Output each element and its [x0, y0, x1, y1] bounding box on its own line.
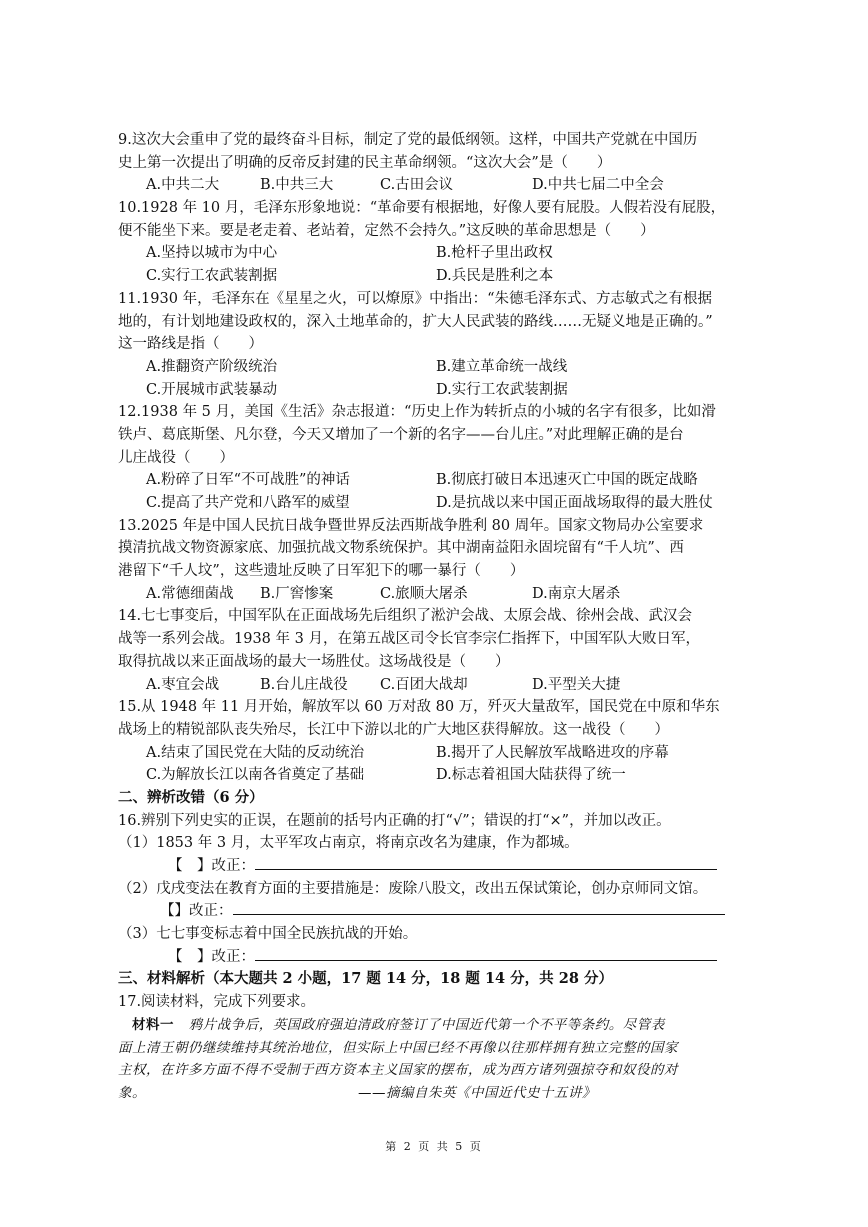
answer-blank[interactable]: [233, 900, 725, 915]
options-row: [118, 265, 750, 288]
material-lead: 材料一: [132, 1016, 174, 1033]
question-text-line: 儿庄战役（ ）: [118, 449, 234, 466]
question-text-line: 14.七七事变后，中国军队在正面战场先后组织了淞沪会战、太原会战、徐州会战、武汉会: [118, 608, 693, 625]
option-a: A.粉碎了日军“不可战胜”的神话: [146, 472, 350, 489]
question-16-instruction: 16.辨别下列史实的正误，在题前的括号内正确的打“√”；错误的打“×”，并加以改正。: [118, 812, 671, 829]
option-c: C.实行工农武装割据: [146, 268, 278, 285]
option-b: B.揭开了人民解放军战略进攻的序幕: [436, 744, 669, 761]
option-a: A.枣宜会战: [146, 676, 220, 693]
answer-prefix: 【 】改正：: [168, 948, 255, 965]
option-a: A.推翻资产阶级统治: [146, 358, 278, 375]
question-11: [118, 288, 750, 401]
page-content: [118, 129, 750, 1105]
option-c: C.古田会议: [380, 177, 454, 194]
option-c: C.百团大战却: [380, 676, 468, 693]
option-b: B.枪杆子里出政权: [436, 245, 553, 262]
material-line: [118, 1082, 750, 1105]
question-text-line: 12.1938 年 5 月，美国《生活》杂志报道：“历史上作为转折点的小城的名字有很多，比如滑: [118, 404, 716, 421]
option-d: D.实行工农武装割据: [436, 381, 568, 398]
option-d: D.南京大屠杀: [532, 585, 621, 602]
question-text-line: 11.1930 年，毛泽东在《星星之火，可以燎原》中指出：“朱德毛泽东式、方志敏式之有根据: [118, 290, 712, 307]
option-d: D.中共七届二中全会: [532, 177, 664, 194]
option-b: B.建立革命统一战线: [436, 358, 568, 375]
question-text-line: 15.从 1948 年 11 月开始，解放军以 60 万对敌 80 万，歼灭大量敌军，国民党在中原和华东: [118, 699, 720, 716]
options-row: [118, 492, 750, 515]
question-text-line: 这一路线是指（ ）: [118, 336, 263, 353]
material-1: [118, 1014, 750, 1105]
options-row: [118, 583, 750, 606]
question-13: [118, 515, 750, 606]
question-text-line: 史上第一次提出了明确的反帝反封建的民主革命纲领。“这次大会”是（ ）: [118, 154, 612, 171]
options-row: [118, 674, 750, 697]
question-text-line: 战场上的精锐部队丧失殆尽，长江中下游以北的广大地区获得解放。这一战役（ ）: [118, 721, 669, 738]
material-line: [118, 1014, 750, 1037]
correction-answer-3: [118, 946, 750, 969]
question-text-line: 10.1928 年 10 月，毛泽东形象地说：“革命要有根据地，好像人要有屁股。人假若没有屁股，: [118, 200, 726, 217]
answer-prefix: 【】改正：: [160, 903, 233, 920]
option-d: D.标志着祖国大陆获得了统一: [436, 767, 626, 784]
option-b: B.中共三大: [260, 177, 334, 194]
question-17-intro: 17.阅读材料，完成下列要求。: [118, 994, 316, 1011]
correction-answer-1: [118, 855, 750, 878]
material-text: 象。: [118, 1084, 146, 1101]
correction-answer-2: [118, 900, 750, 923]
option-c: C.旅顺大屠杀: [380, 585, 468, 602]
option-c: C.提高了共产党和八路军的威望: [146, 495, 350, 511]
options-row: [118, 174, 750, 197]
question-text-line: 9.这次大会重申了党的最终奋斗目标，制定了党的最低纲领。这样，中国共产党就在中国历: [118, 132, 698, 148]
question-text-line: 地的，有计划地建设政权的，深入土地革命的，扩大人民武装的路线……无疑义地是正确的。”: [118, 313, 713, 330]
correction-statement-1: （1）1853 年 3 月，太平军攻占南京，将南京改名为建康，作为都城。: [118, 835, 579, 852]
options-row: [118, 356, 750, 379]
question-15: [118, 696, 750, 787]
answer-blank[interactable]: [255, 946, 717, 961]
options-row: [118, 764, 750, 787]
options-row: [118, 242, 750, 265]
question-text-line: 战等一系列会战。1938 年 3 月，在第五战区司令长官李宗仁指挥下，中国军队大败日军，: [118, 631, 700, 648]
question-text-line: 铁卢、葛底斯堡、凡尔登，今天又增加了一个新的名字——台儿庄。”对此理解正确的是台: [118, 426, 684, 443]
option-a: A.常德细菌战: [146, 585, 234, 602]
option-b: B.彻底打破日本迅速灭亡中国的既定战略: [436, 472, 698, 489]
correction-statement-2: （2）戊戌变法在教育方面的主要措施是：废除八股文，改出五保试策论，创办京师同文馆。: [118, 880, 708, 897]
question-text-line: 港留下“千人坟”，这些遗址反映了日军犯下的哪一暴行（ ）: [118, 563, 525, 580]
question-text-line: 13.2025 年是中国人民抗日战争暨世界反法西斯战争胜利 80 周年。国家文物局办公室要求: [118, 517, 704, 534]
section-3-title: 三、材料解析（本大题共 2 小题，17 题 14 分，18 题 14 分，共 28 分）: [118, 970, 613, 988]
question-text-line: 摸清抗战文物资源家底、加强抗战文物系统保护。其中湖南益阳永固垸留有“千人坑”、西: [118, 540, 684, 557]
option-d: D.平型关大捷: [532, 676, 621, 693]
material-text: 鸦片战争后，英国政府强迫清政府签订了中国近代第一个不平等条约。尽管表: [188, 1016, 665, 1033]
material-line: 面上清王朝仍继续维持其统治地位，但实际上中国已经不再像以往那样拥有独立完整的国家: [118, 1039, 678, 1056]
section-2-title: 二、辨析改错（6 分）: [118, 788, 264, 806]
question-9: [118, 129, 750, 197]
options-row: [118, 469, 750, 492]
page-number: 第 2 页 共 5 页: [385, 1140, 483, 1153]
question-10: [118, 197, 750, 288]
option-d: D.兵民是胜利之本: [436, 268, 554, 285]
material-source: ——摘编自朱英《中国近代史十五讲》: [358, 1084, 596, 1101]
question-14: [118, 605, 750, 696]
option-c: C.为解放长江以南各省奠定了基础: [146, 767, 365, 784]
question-text-line: 取得抗战以来正面战场的最大一场胜仗。这场战役是（ ）: [118, 653, 510, 670]
option-b: B.厂窖惨案: [260, 585, 334, 602]
option-d: D.是抗战以来中国正面战场取得的最大胜仗: [436, 495, 713, 511]
correction-statement-3: （3）七七事变标志着中国全民族抗战的开始。: [118, 926, 418, 943]
question-12: [118, 401, 750, 514]
options-row: [118, 742, 750, 765]
option-a: A.坚持以城市为中心: [146, 245, 278, 262]
option-b: B.台儿庄战役: [260, 676, 348, 693]
answer-blank[interactable]: [255, 855, 717, 870]
material-line: 主权，在许多方面不得不受制于西方资本主义国家的摆布，成为西方诸列强掠夺和奴役的对: [118, 1062, 678, 1079]
question-text-line: 便不能坐下来。要是老走着、老站着，定然不会持久。”这反映的革命思想是（ ）: [118, 222, 655, 239]
options-row: [118, 379, 750, 402]
option-a: A.中共二大: [146, 177, 220, 194]
option-a: A.结束了国民党在大陆的反动统治: [146, 744, 365, 761]
answer-prefix: 【 】改正：: [168, 858, 255, 874]
option-c: C.开展城市武装暴动: [146, 381, 278, 398]
